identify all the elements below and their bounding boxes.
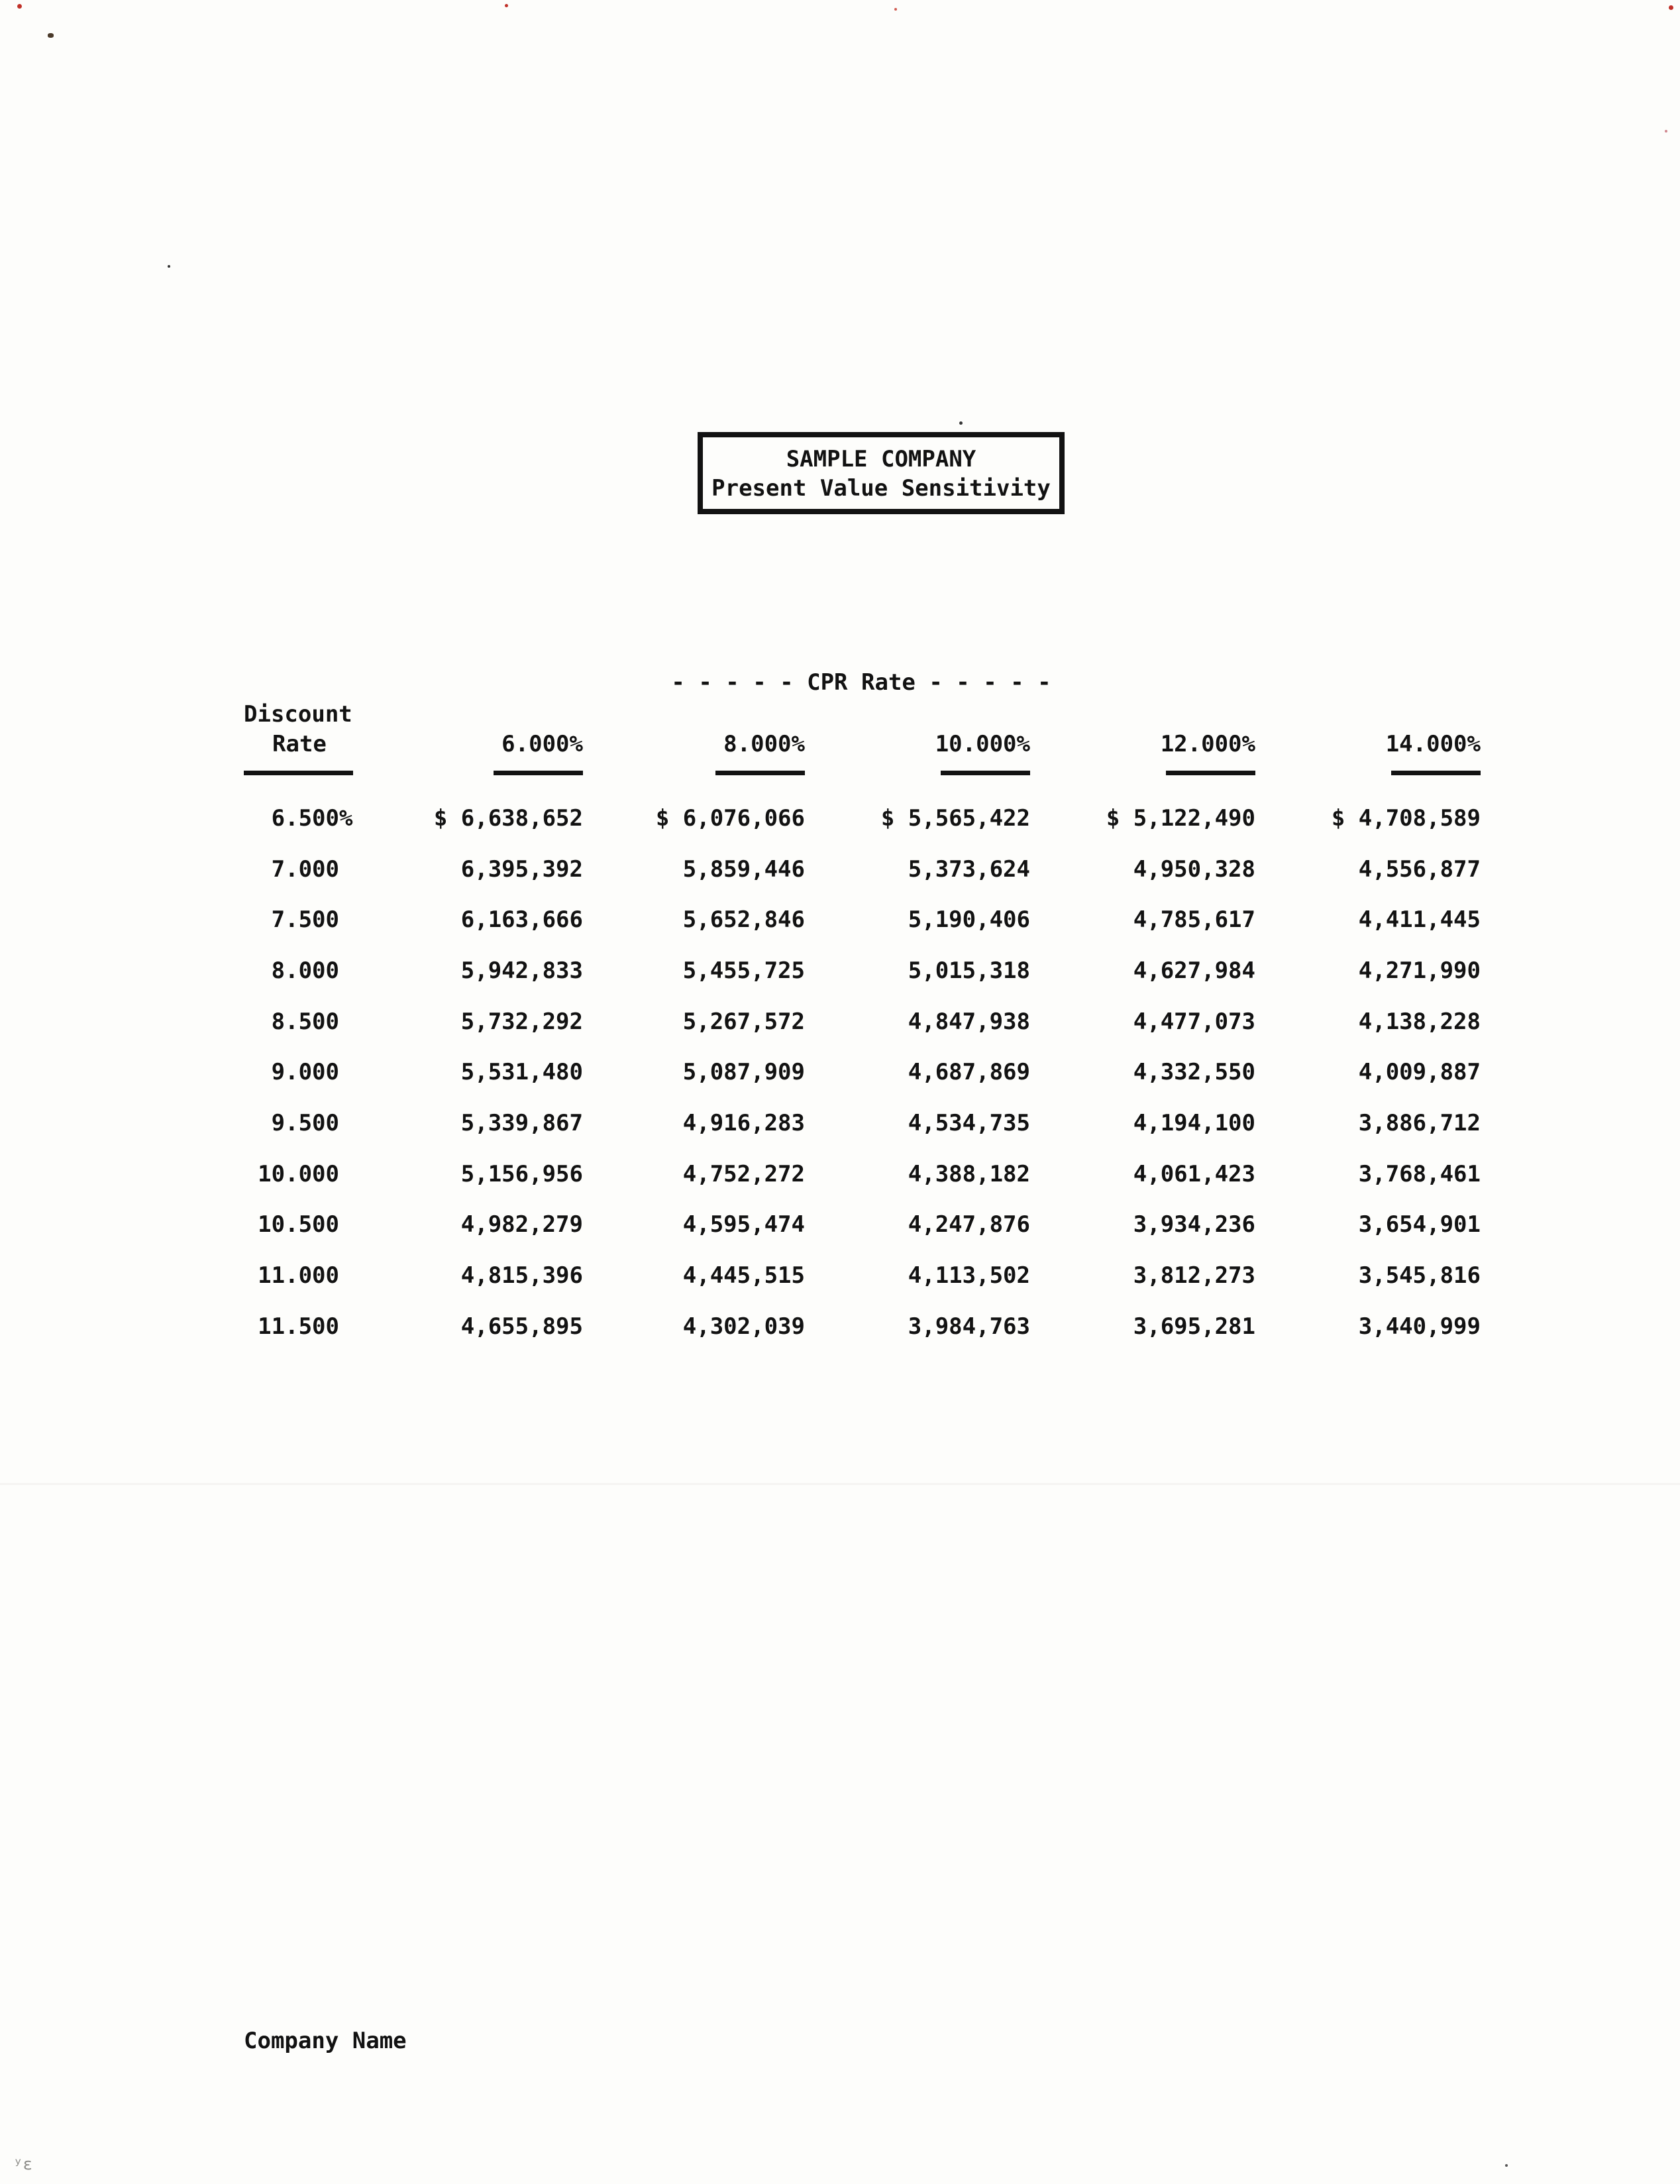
value-cell: 4,785,617 (1133, 906, 1255, 933)
value-cell: 5,087,909 (682, 1059, 805, 1085)
col-header-12pct: 12.000% (1160, 731, 1255, 757)
scan-speck (168, 265, 170, 268)
table-row (225, 1109, 1481, 1138)
column-underline (941, 771, 1030, 775)
column-underline (1166, 771, 1255, 775)
discount-rate-cell: 9.500 (271, 1110, 339, 1136)
value-cell: 4,113,502 (908, 1262, 1030, 1289)
column-underline (715, 771, 805, 775)
scan-speck (894, 8, 897, 11)
scan-crease-line (0, 1483, 1680, 1485)
discount-rate-cell: 10.500 (258, 1211, 339, 1238)
value-cell: 3,440,999 (1358, 1313, 1481, 1340)
value-cell: 6,395,392 (460, 856, 583, 883)
scan-speck (1665, 130, 1667, 133)
table-row (225, 905, 1481, 935)
value-cell: 5,190,406 (908, 906, 1030, 933)
value-cell: 4,271,990 (1358, 957, 1481, 984)
value-cell: 5,015,318 (908, 957, 1030, 984)
value-cell: $ 5,565,422 (880, 805, 1030, 832)
value-cell: 3,886,712 (1358, 1110, 1481, 1136)
scan-mark: ʸε (13, 2155, 32, 2173)
value-cell: 5,267,572 (682, 1009, 805, 1035)
value-cell: 3,654,901 (1358, 1211, 1481, 1238)
value-cell: 5,339,867 (460, 1110, 583, 1136)
cpr-rate-group-header: - - - - - CPR Rate - - - - - (671, 669, 1051, 696)
value-cell: 4,655,895 (460, 1313, 583, 1340)
value-cell: 4,477,073 (1133, 1009, 1255, 1035)
col-header-14pct: 14.000% (1385, 731, 1481, 757)
value-cell: 3,768,461 (1358, 1161, 1481, 1187)
scan-speck (959, 421, 963, 425)
value-cell: 4,061,423 (1133, 1161, 1255, 1187)
value-cell: 6,163,666 (460, 906, 583, 933)
value-cell: 4,916,283 (682, 1110, 805, 1136)
value-cell: 4,445,515 (682, 1262, 805, 1289)
value-cell: 4,950,328 (1133, 856, 1255, 883)
value-cell: 5,732,292 (460, 1009, 583, 1035)
value-cell: 4,411,445 (1358, 906, 1481, 933)
label-underline (244, 771, 353, 775)
table-row (225, 1312, 1481, 1342)
table-row (225, 804, 1481, 834)
page-title-box (698, 432, 1065, 514)
footer-company-name: Company Name (244, 2028, 407, 2054)
report-subtitle: Present Value Sensitivity (711, 475, 1051, 502)
value-cell: 4,009,887 (1358, 1059, 1481, 1085)
value-cell: 3,984,763 (908, 1313, 1030, 1340)
value-cell: 4,388,182 (908, 1161, 1030, 1187)
discount-rate-cell: 7.500 (271, 906, 339, 933)
table-row (225, 1210, 1481, 1240)
scan-speck (1505, 2164, 1508, 2167)
value-cell: 4,847,938 (908, 1009, 1030, 1035)
value-cell: 4,815,396 (460, 1262, 583, 1289)
report-title: SAMPLE COMPANY (786, 446, 976, 472)
value-cell: 4,534,735 (908, 1110, 1030, 1136)
value-cell: $ 6,638,652 (433, 805, 583, 832)
table-row (225, 1261, 1481, 1291)
value-cell: 4,687,869 (908, 1059, 1030, 1085)
value-cell: $ 4,708,589 (1331, 805, 1481, 832)
col-header-8pct: 8.000% (723, 731, 805, 757)
value-cell: 5,859,446 (682, 856, 805, 883)
value-cell: $ 6,076,066 (655, 805, 805, 832)
discount-rate-cell: 9.000 (271, 1059, 339, 1085)
column-underline (494, 771, 583, 775)
value-cell: 5,455,725 (682, 957, 805, 984)
column-underline (1391, 771, 1481, 775)
value-cell: 5,156,956 (460, 1161, 583, 1187)
discount-rate-cell: 6.500% (271, 805, 353, 832)
table-row (225, 1160, 1481, 1189)
scan-speck (505, 4, 508, 7)
value-cell: 5,942,833 (460, 957, 583, 984)
value-cell: 4,627,984 (1133, 957, 1255, 984)
discount-rate-cell: 8.500 (271, 1009, 339, 1035)
value-cell: 3,695,281 (1133, 1313, 1255, 1340)
discount-rate-cell: 11.500 (258, 1313, 339, 1340)
discount-header-line1: Discount (244, 701, 352, 728)
value-cell: 4,752,272 (682, 1161, 805, 1187)
table-row (225, 1007, 1481, 1037)
scan-speck (1669, 5, 1673, 10)
table-row (225, 855, 1481, 885)
value-cell: $ 5,122,490 (1106, 805, 1255, 832)
value-cell: 4,194,100 (1133, 1110, 1255, 1136)
value-cell: 4,332,550 (1133, 1059, 1255, 1085)
value-cell: 5,531,480 (460, 1059, 583, 1085)
value-cell: 4,595,474 (682, 1211, 805, 1238)
discount-rate-cell: 10.000 (258, 1161, 339, 1187)
discount-rate-cell: 7.000 (271, 856, 339, 883)
value-cell: 4,138,228 (1358, 1009, 1481, 1035)
value-cell: 3,934,236 (1133, 1211, 1255, 1238)
value-cell: 4,982,279 (460, 1211, 583, 1238)
value-cell: 4,556,877 (1358, 856, 1481, 883)
discount-header-line2: Rate (272, 731, 327, 757)
value-cell: 5,652,846 (682, 906, 805, 933)
value-cell: 3,812,273 (1133, 1262, 1255, 1289)
value-cell: 4,247,876 (908, 1211, 1030, 1238)
scan-speck (17, 4, 22, 9)
table-row (225, 1058, 1481, 1087)
value-cell: 4,302,039 (682, 1313, 805, 1340)
scan-speck (48, 33, 54, 38)
value-cell: 3,545,816 (1358, 1262, 1481, 1289)
discount-rate-cell: 11.000 (258, 1262, 339, 1289)
col-header-10pct: 10.000% (935, 731, 1030, 757)
table-row (225, 956, 1481, 986)
col-header-6pct: 6.000% (501, 731, 583, 757)
discount-rate-cell: 8.000 (271, 957, 339, 984)
value-cell: 5,373,624 (908, 856, 1030, 883)
